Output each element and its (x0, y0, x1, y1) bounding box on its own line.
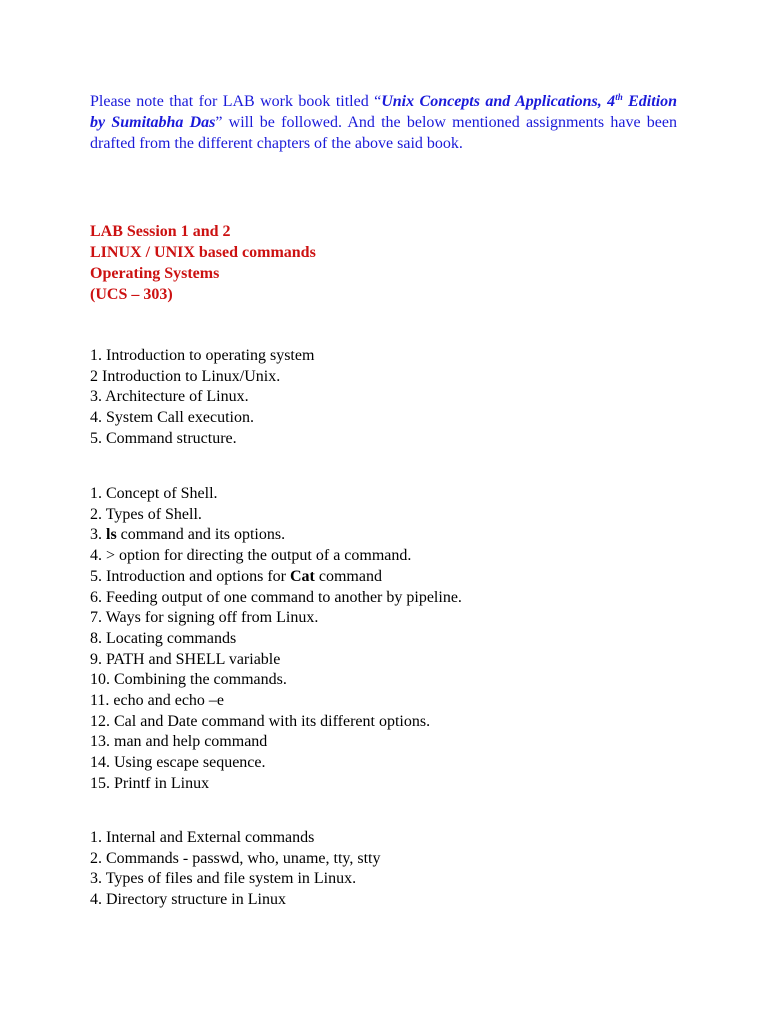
list-item: 2 Introduction to Linux/Unix. (90, 367, 281, 385)
topic-list-3 (90, 828, 381, 911)
list-item: 15. Printf in Linux (90, 774, 210, 792)
list-item: 2. Commands - passwd, who, uname, tty, stty (90, 849, 381, 867)
book-edition-superscript: th (615, 92, 623, 102)
list-item: 4. Directory structure in Linux (90, 891, 286, 909)
topic-list-2 (90, 484, 462, 795)
list-item: 5. Command structure. (90, 429, 237, 447)
list-item: 13. man and help command (90, 733, 268, 751)
lab-workbook-note (90, 91, 677, 154)
list-item: 1. Internal and External commands (90, 829, 315, 846)
list-item: 9. PATH and SHELL variable (90, 650, 281, 668)
session-subtitle: LINUX / UNIX based commands (90, 244, 316, 261)
list-item: 3. Types of files and file system in Linux. (90, 870, 357, 888)
session-title: LAB Session 1 and 2 (90, 223, 231, 240)
list-item: 14. Using escape sequence. (90, 754, 266, 772)
course-code: (UCS – 303) (90, 286, 173, 303)
command-name: Cat (289, 567, 315, 585)
list-item: 4. System Call execution. (90, 409, 254, 427)
list-item: 3. Architecture of Linux. (90, 388, 249, 406)
list-item: 1. Introduction to operating system (90, 347, 315, 364)
command-name: ls (106, 526, 117, 544)
list-item: 11. echo and echo –e (90, 692, 225, 710)
note-intro: Please note that for LAB work book titled “ (90, 93, 382, 110)
list-item: 12. Cal and Date command with its different options. (90, 712, 431, 730)
lab-session-header (90, 221, 316, 305)
list-item: 5. Introduction and options for Cat command (90, 567, 382, 585)
note-outro: ” will be followed. And the below mentioned assignments have been drafted from the different chapters of the above said book. (90, 114, 677, 152)
list-item: 3. ls command and its options. (90, 526, 286, 544)
book-title-cont: Edition by Sumitabha Das (90, 93, 678, 131)
list-item: 10. Combining the commands. (90, 671, 287, 689)
list-item: 6. Feeding output of one command to another by pipeline. (90, 588, 462, 606)
book-title: Unix Concepts and Applications, 4th Edition by Sumitabha Das (90, 92, 678, 131)
list-item: 7. Ways for signing off from Linux. (90, 609, 319, 627)
topic-list-1 (90, 346, 314, 450)
course-name: Operating Systems (90, 265, 220, 282)
list-item: 1. Concept of Shell. (90, 485, 218, 502)
list-item: 4. > option for directing the output of a command. (90, 547, 412, 565)
list-item: 8. Locating commands (90, 629, 237, 647)
list-item: 2. Types of Shell. (90, 505, 202, 523)
